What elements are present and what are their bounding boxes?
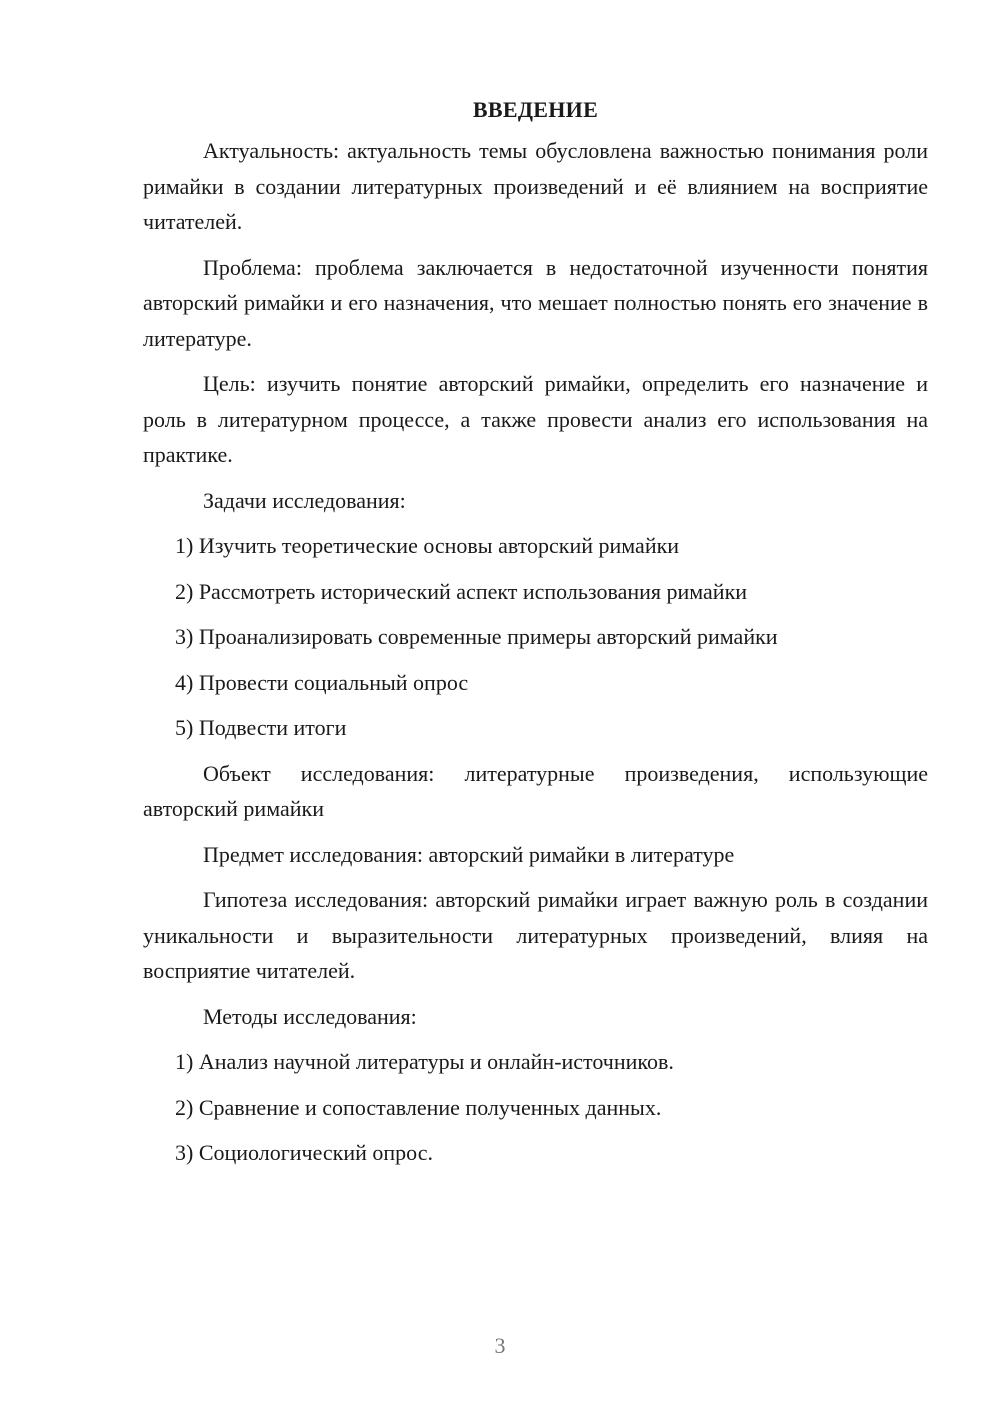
page-number: 3	[494, 1333, 506, 1358]
list-item: 2) Сравнение и сопоставление полученных данных.	[175, 1094, 662, 1120]
problem-paragraph: Проблема: проблема заключается в недостаточной изученности понятия авторский римайки и его назначения, что мешает полностью понять его значение в литературе.	[143, 254, 928, 351]
tasks-list	[143, 528, 928, 746]
methods-heading: Методы исследования:	[203, 1003, 417, 1029]
list-item: 1) Анализ научной литературы и онлайн-источников.	[175, 1049, 674, 1074]
list-item: 5) Подвести итоги	[175, 715, 347, 740]
tasks-heading: Задачи исследования:	[203, 487, 406, 513]
section-title: ВВЕДЕНИЕ	[472, 97, 599, 122]
list-item: 3) Проанализировать современные примеры авторский римайки	[175, 624, 778, 649]
list-item: 2) Рассмотреть исторический аспект использования римайки	[175, 578, 748, 604]
subject-paragraph: Предмет исследования: авторский римайки в литературе	[203, 841, 735, 867]
methods-list	[143, 1044, 928, 1171]
list-item: 3) Социологический опрос.	[175, 1140, 433, 1165]
list-item: 1) Изучить теоретические основы авторский римайки	[175, 533, 680, 558]
hypothesis-paragraph: Гипотеза исследования: авторский римайки играет важную роль в создании уникальности и выразительности литературных произведений, влияя на восприятие читателей.	[143, 887, 928, 983]
relevance-paragraph: Актуальность: актуальность темы обусловлена важностью понимания роли римайки в создании литературных произведений и её влиянием на восприятие читателей.	[143, 138, 928, 234]
list-item: 4) Провести социальный опрос	[175, 669, 469, 695]
document-page	[143, 92, 928, 1181]
goal-paragraph: Цель: изучить понятие авторский римайки, определить его назначение и роль в литературном процессе, а также провести анализ его использования на практике.	[143, 371, 928, 467]
object-paragraph: Объект исследования: литературные произведения, использующие авторский римайки	[143, 760, 928, 821]
